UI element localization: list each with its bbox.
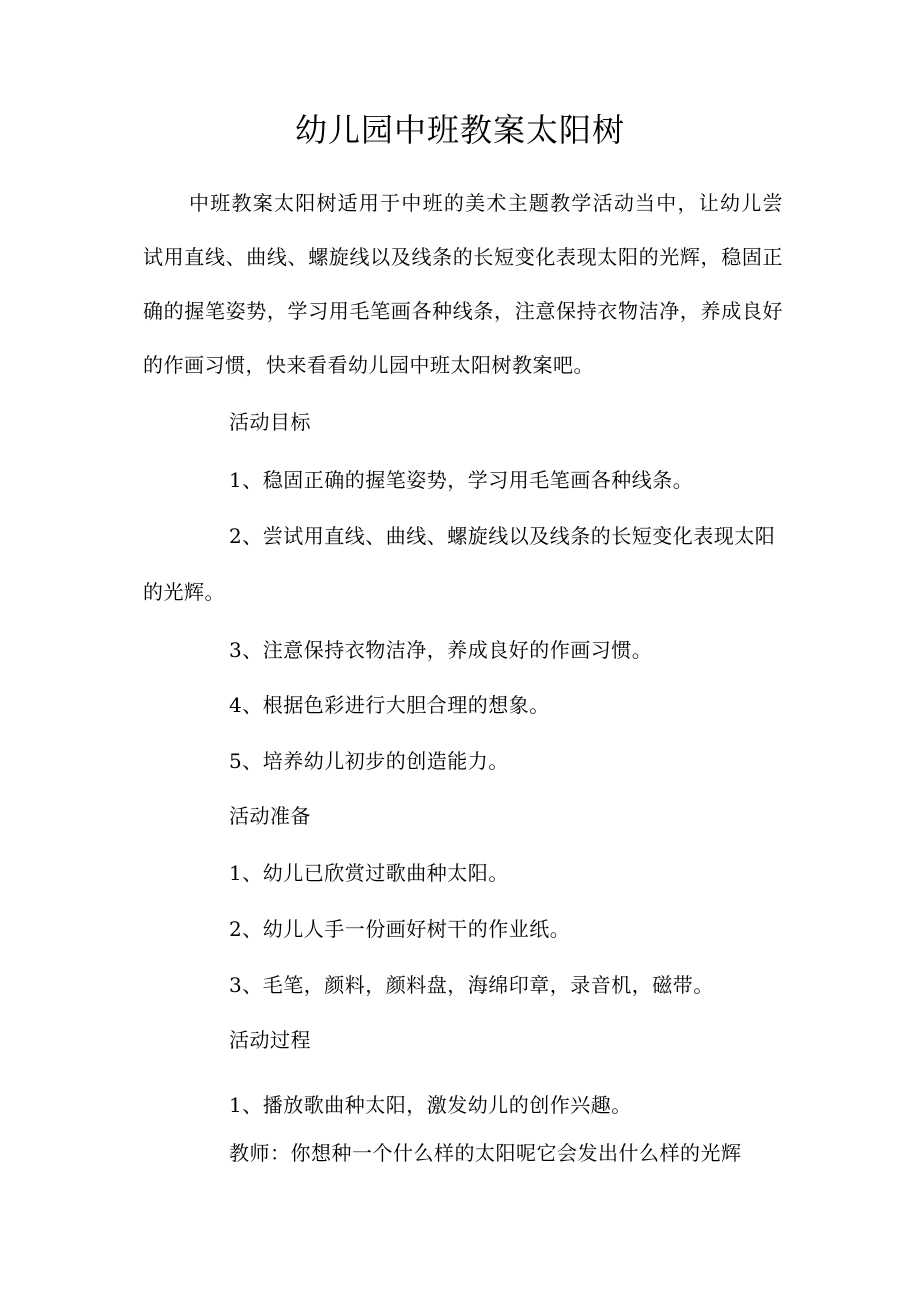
preparation-item-1: 1、幼儿已欣赏过歌曲种太阳。 (229, 861, 509, 885)
document-title: 幼儿园中班教案太阳树 (294, 111, 625, 149)
preparation-item-2: 2、幼儿人手一份画好树干的作业纸。 (229, 917, 571, 941)
process-item-2: 教师：你想种一个什么样的太阳呢它会发出什么样的光辉 (229, 1141, 742, 1165)
goal-item-1: 1、稳固正确的握笔姿势，学习用毛笔画各种线条。 (229, 468, 694, 492)
preparation-item-3: 3、毛笔，颜料，颜料盘，海绵印章，录音机，磁带。 (229, 973, 714, 997)
goal-item-2: 2、尝试用直线、曲线、螺旋线以及线条的长短变化表现太阳的光辉。 (143, 524, 776, 604)
process-heading: 活动过程 (229, 1028, 311, 1052)
intro-paragraph: 中班教案太阳树适用于中班的美术主题教学活动当中，让幼儿尝试用直线、曲线、螺旋线以及线条的长短变化表现太阳的光辉，稳固正确的握笔姿势，学习用毛笔画各种线条，注意保持衣物洁净，养成良好的作画习惯，快来看看幼儿园中班太阳树教案吧。 (143, 191, 783, 377)
goals-heading: 活动目标 (229, 410, 311, 434)
goal-item-5: 5、培养幼儿初步的创造能力。 (229, 749, 509, 773)
process-item-1: 1、播放歌曲种太阳，激发幼儿的创作兴趣。 (229, 1093, 632, 1117)
goal-item-3: 3、注意保持衣物洁净，养成良好的作画习惯。 (229, 638, 653, 662)
goal-item-4: 4、根据色彩进行大胆合理的想象。 (229, 693, 550, 717)
preparation-heading: 活动准备 (229, 804, 311, 828)
